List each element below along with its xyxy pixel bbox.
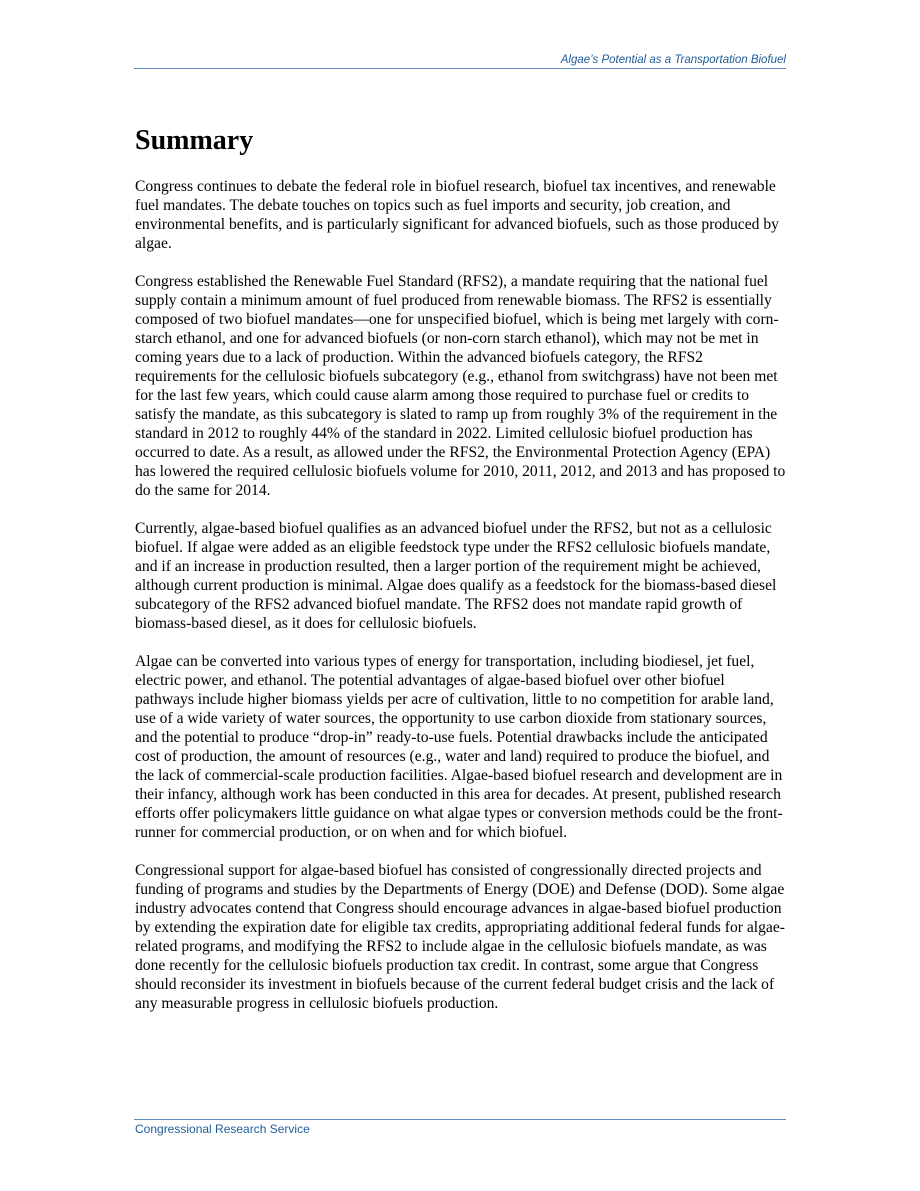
paragraph-4: Algae can be converted into various types of energy for transportation, including biodiesel, jet fuel, electric power, and ethanol. The potential advantages of algae-based biofuel over other biofuel pathways include higher biomass yields per acre of cultivation, little to no competition for arable land, use of a wide variety of water sources, the opportunity to use carbon dioxide from stationary sources, and the potential to produce “drop-in” ready-to-use fuels. Potential drawbacks include the anticipated cost of production, the amount of resources (e.g., water and land) required to produce the biofuel, and the lack of commercial-scale production facilities. Algae-based biofuel research and development are in their infancy, although work has been conducted in this area for decades. At present, published research efforts offer policymakers little guidance on what algae types or conversion methods could be the front-runner for commercial production, or on when and for which biofuel.: [135, 653, 783, 841]
footer-divider: [134, 1119, 786, 1120]
paragraph-5: Congressional support for algae-based biofuel has consisted of congressionally directed projects and funding of programs and studies by the Departments of Energy (DOE) and Defense (DOD). Some algae industry advocates contend that Congress should encourage advances in algae-based biofuel production by extending the expiration date for eligible tax credits, appropriating additional federal funds for algae-related programs, and modifying the RFS2 to include algae in the cellulosic biofuels mandate, as was done recently for the cellulosic biofuels production tax credit. In contrast, some argue that Congress should reconsider its investment in biofuels because of the current federal budget crisis and the lack of any measurable progress in cellulosic biofuels production.: [135, 862, 785, 1012]
paragraph-2: Congress established the Renewable Fuel Standard (RFS2), a mandate requiring that the national fuel supply contain a minimum amount of fuel produced from renewable biomass. The RFS2 is essentially composed of two biofuel mandates—one for unspecified biofuel, which is being met largely with corn-starch ethanol, and one for advanced biofuels (or non-corn starch ethanol), which may not be met in coming years due to a lack of production. Within the advanced biofuels category, the RFS2 requirements for the cellulosic biofuels subcategory (e.g., ethanol from switchgrass) have not been met for the last few years, which could cause alarm among those required to purchase fuel or credits to satisfy the mandate, as this subcategory is slated to ramp up from roughly 3% of the requirement in the standard in 2012 to roughly 44% of the standard in 2022. Limited cellulosic biofuel production has occurred to date. As a result, as allowed under the RFS2, the Environmental Protection Agency (EPA) has lowered the required cellulosic biofuels volume for 2010, 2011, 2012, and 2013 and has proposed to do the same for 2014.: [135, 273, 786, 499]
running-footer: Congressional Research Service: [135, 1122, 310, 1136]
paragraph-3: Currently, algae-based biofuel qualifies as an advanced biofuel under the RFS2, but not as a cellulosic biofuel. If algae were added as an eligible feedstock type under the RFS2 cellulosic biofuels mandate, and if an increase in production resulted, then a larger portion of the requirement might be achieved, although current production is minimal. Algae does qualify as a feedstock for the biomass-based diesel subcategory of the RFS2 advanced biofuel mandate. The RFS2 does not mandate rapid growth of biomass-based diesel, as it does for cellulosic biofuels.: [135, 520, 777, 632]
header-divider: [134, 68, 786, 69]
paragraph-1: Congress continues to debate the federal role in biofuel research, biofuel tax incentives, and renewable fuel mandates. The debate touches on topics such as fuel imports and security, job creation, and environmental benefits, and is particularly significant for advanced biofuels, such as those produced by algae.: [135, 178, 779, 252]
section-title: Summary: [135, 125, 254, 156]
running-header: Algae’s Potential as a Transportation Biofuel: [560, 54, 786, 66]
summary-section: [135, 124, 787, 1032]
